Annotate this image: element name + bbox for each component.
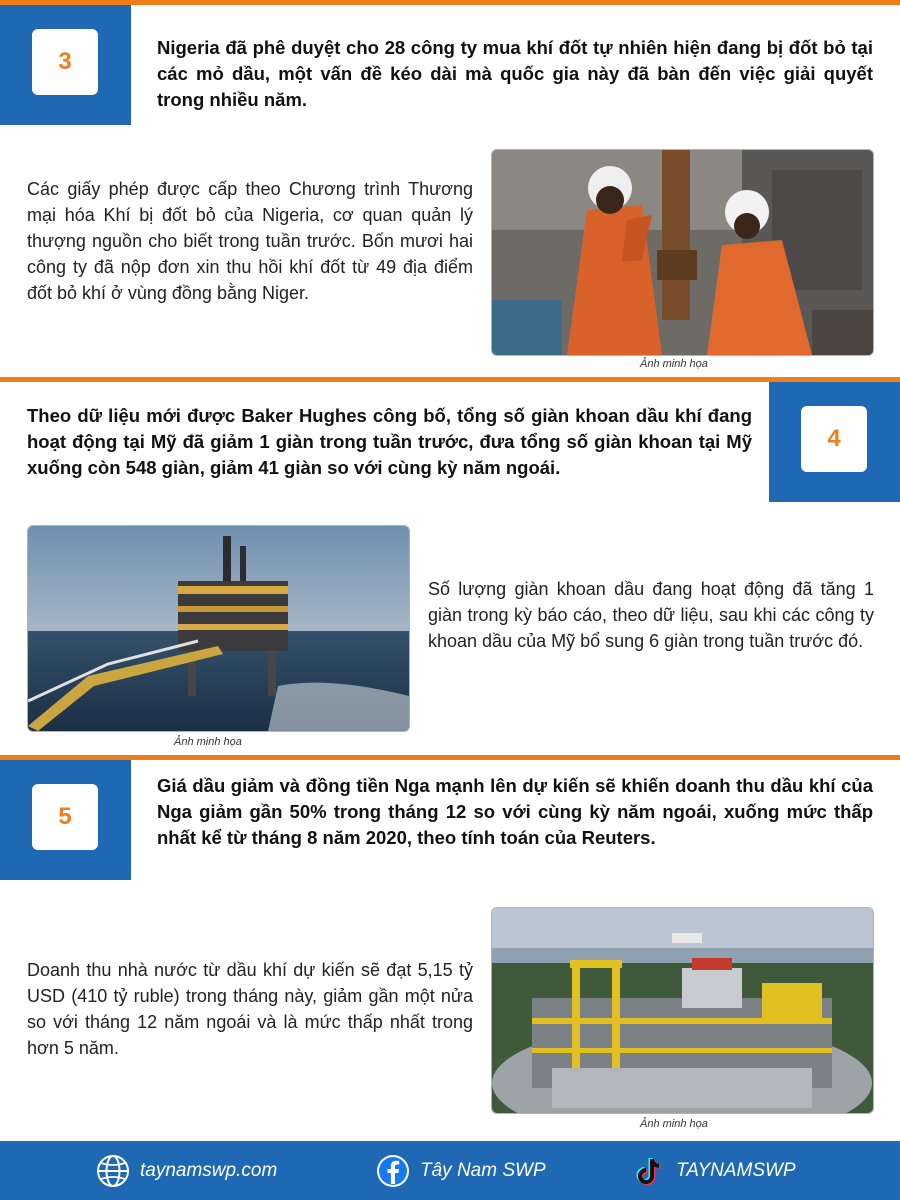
facebook-icon: [376, 1154, 410, 1188]
section-5-caption: Ảnh minh họa: [640, 1118, 708, 1130]
section-5-heading: Giá dầu giảm và đồng tiền Nga mạnh lên dự kiến sẽ khiến doanh thu dầu khí của Nga giảm gần 50% trong tháng 12 so với cùng kỳ năm ngoái, xuống mức thấp nhất kể từ tháng 8 năm 2020, theo tính toán của Reuters.: [157, 775, 873, 848]
section-3-heading: Nigeria đã phê duyệt cho 28 công ty mua khí đốt tự nhiên hiện đang bị đốt bỏ tại các mỏ dầu, một vấn đề kéo dài mà quốc gia này đã bàn đến việc giải quyết trong nhiều năm.: [157, 37, 873, 110]
section-5-photo-lng-terminal: [491, 907, 874, 1114]
tiktok-icon: [632, 1154, 666, 1188]
section-3-photo-oil-workers: [491, 149, 874, 356]
footer-website[interactable]: [96, 1141, 277, 1200]
section-5-number: 5: [32, 784, 98, 850]
footer-facebook[interactable]: [376, 1141, 546, 1200]
section-5-body: Doanh thu nhà nước từ dầu khí dự kiến sẽ đạt 5,15 tỷ USD (410 tỷ ruble) trong tháng này, giảm gần một nửa so với tháng 12 năm ngoái và là mức thấp nhất trong hơn 5 năm.: [27, 960, 473, 1058]
section-4-body: Số lượng giàn khoan dầu đang hoạt động đã tăng 1 giàn trong kỳ báo cáo, theo dữ liệu, sau khi các công ty khoan dầu của Mỹ bổ sung 6 giàn trong tuần trước đó.: [428, 579, 874, 651]
section-3-caption: Ảnh minh họa: [640, 358, 708, 370]
section-5-number-block: [0, 760, 131, 880]
footer-tiktok[interactable]: [632, 1141, 796, 1200]
footer-bar: [0, 1141, 900, 1200]
section-3-number: 3: [32, 29, 98, 95]
section-5-top-rule: [0, 755, 900, 760]
section-3-body: Các giấy phép được cấp theo Chương trình Thương mại hóa Khí bị đốt bỏ của Nigeria, cơ quan quản lý thượng nguồn cho biết trong tuần trước. Bốn mươi hai công ty đã nộp đơn xin thu hồi khí đốt từ 49 địa điểm đốt bỏ khí ở vùng đồng bằng Niger.: [27, 179, 473, 303]
footer-facebook-text: Tây Nam SWP: [420, 1159, 546, 1181]
footer-website-text: taynamswp.com: [140, 1159, 278, 1181]
section-4-top-rule: [0, 377, 900, 382]
section-4-heading: Theo dữ liệu mới được Baker Hughes công bố, tổng số giàn khoan dầu khí đang hoạt động tại Mỹ đã giảm 1 giàn trong tuần trước, đưa tổng số giàn khoan tại Mỹ xuống còn 548 giàn, giảm 41 giàn so với cùng kỳ năm ngoái.: [27, 405, 752, 478]
section-4-number-block: [769, 382, 900, 502]
section-3-top-rule: [0, 0, 900, 5]
section-4-caption: Ảnh minh họa: [174, 736, 242, 748]
footer-tiktok-text: TAYNAMSWP: [676, 1159, 796, 1181]
section-3-number-block: [0, 5, 131, 125]
globe-icon: [96, 1154, 130, 1188]
section-4-photo-offshore-rig: [27, 525, 410, 732]
section-4-number: 4: [801, 406, 867, 472]
